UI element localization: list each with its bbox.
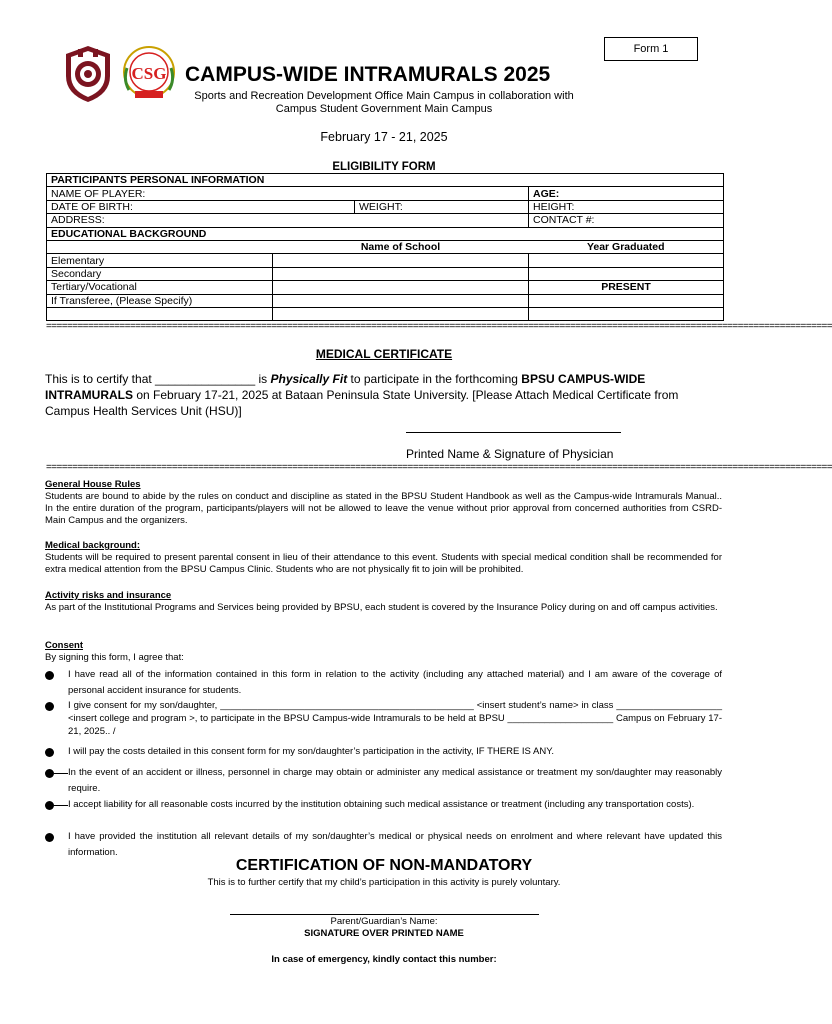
- elementary-school-field[interactable]: [273, 254, 529, 267]
- dash-mark: [54, 773, 68, 774]
- section-heading: Consent: [45, 640, 83, 651]
- transferee-year-field[interactable]: [529, 294, 724, 307]
- section-heading: Medical background:: [45, 540, 141, 551]
- section-heading: General House Rules: [45, 479, 141, 490]
- medical-background-section: [45, 540, 722, 576]
- physician-signature-label: Printed Name & Signature of Physician: [406, 447, 614, 461]
- bullet-icon: [45, 801, 54, 810]
- university-seal-logo: [60, 44, 116, 104]
- transferee-school-field[interactable]: [273, 294, 529, 307]
- consent-item: I have read all of the information contained in this form in relation to the activity (including any attached material) and I am aware of the coverage of personal accident insurance for students.: [45, 667, 722, 698]
- weight-field[interactable]: WEIGHT:: [355, 200, 529, 213]
- physician-signature-line[interactable]: [406, 432, 621, 433]
- consent-item: I have provided the institution all relevant details of my son/daughter’s medical or physical needs on enrolment and where relevant have updated this information.: [45, 829, 722, 860]
- event-date: February 17 - 21, 2025: [320, 130, 448, 144]
- activity-risks-section: [45, 590, 722, 614]
- present-label: PRESENT: [529, 281, 724, 294]
- signature-label: SIGNATURE OVER PRINTED NAME: [304, 928, 464, 939]
- bullet-icon: [45, 833, 54, 842]
- guardian-name-label: Parent/Guardian’s Name:: [330, 916, 438, 927]
- personal-info-heading: PARTICIPANTS PERSONAL INFORMATION: [47, 174, 724, 187]
- medical-certificate-title: MEDICAL CERTIFICATE: [315, 347, 453, 361]
- section-heading: Activity risks and insurance: [45, 590, 172, 601]
- bullet-icon: [45, 748, 54, 757]
- certification-text: This is to further certify that my child’s participation in this activity is purely voluntary.: [207, 877, 561, 888]
- blank-level-cell: [47, 307, 273, 320]
- page-title: CAMPUS-WIDE INTRAMURALS 2025: [185, 63, 551, 86]
- educational-background-heading: EDUCATIONAL BACKGROUND: [47, 227, 724, 240]
- bullet-icon: [45, 769, 54, 778]
- name-of-school-header: Name of School: [273, 240, 529, 253]
- guardian-signature-line[interactable]: [230, 914, 539, 915]
- section-body: Students are bound to abide by the rules on conduct and discipline as stated in the BPSU Student Handbook as well as the Campus-wide Intramurals Manual.. In the entire duration of the program, participants/players will not be allowed to leave the venue without prior approval from concerned authorities from CSRD-Main Campus and the organizers.: [45, 491, 722, 526]
- consent-item: In the event of an accident or illness, personnel in charge may obtain or administer any medical assistance or treatment my son/daughter may reasonably require.: [45, 765, 722, 796]
- medical-certificate-text: This is to certify that _______________ is Physically Fit to participate in the forthcoming BPSU CAMPUS-WIDE INTRAMURALS on February 17-21, 2025 at Bataan Peninsula State University. [Please Attach Medical Certificate from Campus Health Services Unit (HSU)]: [45, 372, 679, 418]
- certification-title: CERTIFICATION OF NON-MANDATORY: [235, 857, 533, 874]
- age-field[interactable]: AGE:: [529, 187, 724, 200]
- form-name: ELIGIBILITY FORM: [332, 161, 436, 173]
- separator-line: ======================================================================================================================================================: [46, 321, 832, 332]
- subtitle-line-1: Sports and Recreation Development Office Main Campus in collaboration with: [194, 90, 574, 102]
- level-secondary: Secondary: [47, 267, 273, 280]
- name-of-player-field[interactable]: NAME OF PLAYER:: [47, 187, 529, 200]
- section-body: Students will be required to present parental consent in lieu of their attendance to this event. Students with special medical condition shall be recommended for extra medical attention from the BPSU Campus Clinic. Students who are not physically fit to join will be prohibited.: [45, 552, 722, 575]
- consent-section: [45, 640, 722, 664]
- height-field[interactable]: HEIGHT:: [529, 200, 724, 213]
- level-tertiary: Tertiary/Vocational: [47, 281, 273, 294]
- csg-logo-text: CSG: [131, 64, 167, 83]
- year-graduated-header: Year Graduated: [529, 240, 724, 253]
- date-of-birth-field[interactable]: DATE OF BIRTH:: [47, 200, 355, 213]
- secondary-year-field[interactable]: [529, 267, 724, 280]
- separator-line: ======================================================================================================================================================: [46, 462, 832, 473]
- contact-field[interactable]: CONTACT #:: [529, 214, 724, 227]
- participant-info-table: [46, 173, 724, 321]
- address-field[interactable]: ADDRESS:: [47, 214, 529, 227]
- physically-fit-text: Physically Fit: [270, 372, 348, 386]
- subtitle-line-2: Campus Student Government Main Campus: [275, 103, 493, 115]
- secondary-school-field[interactable]: [273, 267, 529, 280]
- level-elementary: Elementary: [47, 254, 273, 267]
- consent-item: I will pay the costs detailed in this consent form for my son/daughter’s participation in the activity, IF THERE IS ANY.: [45, 744, 722, 760]
- elementary-year-field[interactable]: [529, 254, 724, 267]
- dash-mark: [54, 805, 68, 806]
- general-house-rules-section: [45, 479, 722, 527]
- emergency-contact-label: In case of emergency, kindly contact this number:: [271, 954, 497, 965]
- form-number-box: Form 1: [604, 37, 698, 61]
- consent-item: I accept liability for all reasonable costs incurred by the institution obtaining such medical assistance or treatment (including any transportation costs).: [45, 797, 722, 813]
- blank-year-field[interactable]: [529, 307, 724, 320]
- bullet-icon: [45, 702, 54, 711]
- section-body: As part of the Institutional Programs and Services being provided by BPSU, each student is covered by the Insurance Policy during on and off campus activities.: [45, 602, 718, 613]
- blank-school-field[interactable]: [273, 307, 529, 320]
- consent-item: I give consent for my son/daughter, ________________________________________________ <insert student’s name> in class ____________________ <insert college and program >, to participate in the BPSU Campus-wide Intramurals to be held at BPSU ____________________ Campus on February 17-21, 2025.. /: [45, 699, 722, 738]
- level-transferee: If Transferee, (Please Specify): [47, 294, 273, 307]
- tertiary-school-field[interactable]: [273, 281, 529, 294]
- event-name-text: BPSU CAMPUS-WIDE INTRAMURALS: [45, 372, 646, 402]
- consent-intro: By signing this form, I agree that:: [45, 652, 184, 663]
- bullet-icon: [45, 671, 54, 680]
